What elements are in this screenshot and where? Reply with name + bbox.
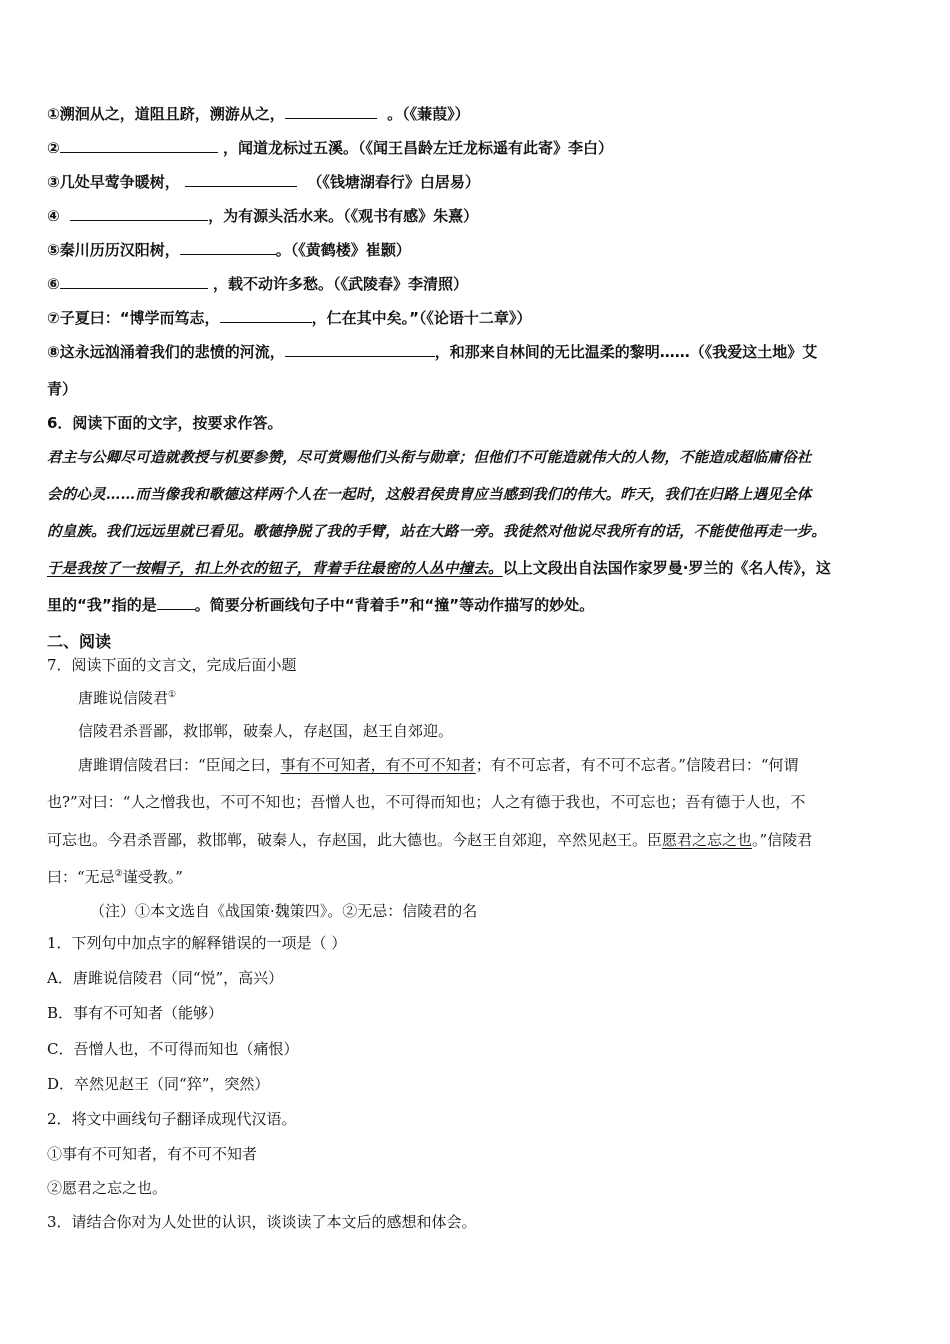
poem-7-before: ⑦子夏曰：“博学而笃志， xyxy=(47,309,220,327)
answer-blank xyxy=(185,172,297,187)
poem-line-8 xyxy=(47,341,817,362)
answer-blank xyxy=(285,342,435,357)
answer-blank xyxy=(220,308,312,323)
q6-underlined-sentence: 于是我按了一按帽子，扣上外衣的钮子，背着手往最密的人丛中撞去。 xyxy=(47,560,503,577)
poem-4-before: ④ xyxy=(47,207,60,225)
classical-line-5-a: 曰：“无忌 xyxy=(47,868,115,886)
classical-line-2 xyxy=(78,754,799,775)
poem-6-before: ⑥ xyxy=(47,275,60,293)
footnote-mark: ② xyxy=(114,869,123,879)
classical-line-2-a: 唐雎谓信陵君曰：“臣闻之曰， xyxy=(78,756,281,774)
section-heading: 二、阅读 xyxy=(47,632,112,651)
poem-line-3 xyxy=(47,171,480,192)
poem-line-4 xyxy=(47,205,478,226)
underlined-phrase-2: 愿君之忘之也 xyxy=(662,831,753,849)
footnote-mark: ① xyxy=(168,690,177,700)
q6-question-before: 里的“我”指的是 xyxy=(47,596,157,614)
underlined-phrase-1: 事有不可知者，有不可不知者 xyxy=(280,756,476,774)
q6-passage-line-4 xyxy=(47,557,831,578)
classical-line-4 xyxy=(47,829,812,850)
poem-6-after: ，载不动许多愁。（《武陵春》李清照） xyxy=(212,275,468,293)
poem-8-before: ⑧这永远汹涌着我们的悲愤的河流， xyxy=(47,343,285,361)
translate-item-2: ②愿君之忘之也。 xyxy=(47,1179,168,1197)
answer-blank xyxy=(60,274,208,289)
answer-blank xyxy=(60,138,218,153)
poem-4-after: ，为有源头活水来。（《观书有感》朱熹） xyxy=(208,207,479,225)
sub-question-3: 3．请结合你对为人处世的认识，谈谈读了本文后的感想和体会。 xyxy=(47,1213,477,1231)
q6-title: 6．阅读下面的文字，按要求作答。 xyxy=(47,414,283,432)
classical-line-5 xyxy=(47,866,183,887)
answer-blank xyxy=(180,240,276,255)
poem-1-before: ①溯洄从之，道阻且跻，溯游从之， xyxy=(47,105,285,123)
classical-line-4-b: 。”信陵君 xyxy=(752,831,813,849)
poem-3-after: （《钱塘湖春行》白居易） xyxy=(307,173,480,191)
poem-2-before: ② xyxy=(47,139,60,157)
poem-line-7 xyxy=(47,307,531,328)
option-d: D．卒然见赵王（同“猝”，突然） xyxy=(47,1075,270,1093)
answer-blank xyxy=(285,104,377,119)
q6-question-after: 。简要分析画线句子中“背着手”和“撞”等动作描写的妙处。 xyxy=(194,596,595,614)
answer-blank xyxy=(70,206,208,221)
q6-question xyxy=(47,594,594,615)
sub-question-2: 2．将文中画线句子翻译成现代汉语。 xyxy=(47,1110,297,1128)
classical-line-4-a: 可忘也。今君杀晋鄙，救邯郸，破秦人，存赵国，此大德也。今赵王自郊迎，卒然见赵王。臣 xyxy=(47,831,663,849)
classical-line-1: 信陵君杀晋鄙，救邯郸，破秦人，存赵国，赵王自郊迎。 xyxy=(78,722,454,740)
poem-line-8-cont: 青） xyxy=(47,380,78,398)
answer-blank xyxy=(157,595,195,610)
classical-line-3: 也?”对曰：“人之憎我也，不可不知也；吾憎人也，不可得而知也；人之有德于我也，不可忘也；吾有德于人也，不 xyxy=(47,793,806,811)
poem-3-before: ③几处早莺争暖树， xyxy=(47,173,180,191)
poem-line-6 xyxy=(47,273,468,294)
poem-line-5 xyxy=(47,239,411,260)
classical-line-2-b: ；有不可忘者，有不可不忘者。”信陵君曰：“何谓 xyxy=(475,756,799,774)
classical-line-5-b: 谨受教。” xyxy=(122,868,183,886)
poem-line-2 xyxy=(47,137,613,158)
poem-line-1 xyxy=(47,103,470,124)
poem-5-after: 。（《黄鹤楼》崔颢） xyxy=(275,241,411,259)
translate-item-1: ①事有不可知者，有不可不知者 xyxy=(47,1145,258,1163)
q6-passage-line-3: 的皇族。我们远远里就已看见。歌德挣脱了我的手臂，站在大路一旁。我徒然对他说尽我所有的话，不能使他再走一步。 xyxy=(47,523,827,540)
poem-7-after: ，仁在其中矣。”（《论语十二章》） xyxy=(311,309,532,327)
poem-1-after: 。（《蒹葭》） xyxy=(387,105,470,123)
poem-2-after: ，闻道龙标过五溪。（《闻王昌龄左迁龙标遥有此寄》李白） xyxy=(222,139,613,157)
classical-title-text: 唐雎说信陵君 xyxy=(78,689,169,707)
option-a: A．唐雎说信陵君（同“悦”，高兴） xyxy=(47,969,284,987)
option-c: C．吾憎人也，不可得而知也（痛恨） xyxy=(47,1040,299,1058)
poem-5-before: ⑤秦川历历汉阳树， xyxy=(47,241,180,259)
option-b: B．事有不可知者（能够） xyxy=(47,1004,224,1022)
q6-passage-line-1: 君主与公卿尽可造就教授与机要参赞，尽可赏赐他们头衔与勋章；但他们不可能造就伟大的人物，不能造成超临庸俗社 xyxy=(47,449,812,466)
classical-text-title xyxy=(78,687,176,708)
classical-note: （注）①本文选自《战国策·魏策四》。②无忌：信陵君的名 xyxy=(90,902,478,920)
q6-passage-line-2: 会的心灵……而当像我和歌德这样两个人在一起时，这般君侯贵胄应当感到我们的伟大。昨天，我们在归路上遇见全体 xyxy=(47,486,812,503)
q7-title: 7．阅读下面的文言文，完成后面小题 xyxy=(47,656,297,674)
q6-source-text: 以上文段出自法国作家罗曼·罗兰的《名人传》，这 xyxy=(502,559,831,577)
sub-question-1: 1．下列句中加点字的解释错误的一项是（ ） xyxy=(47,934,347,952)
poem-8-after: ，和那来自林间的无比温柔的黎明……（《我爱这土地》艾 xyxy=(434,343,818,361)
